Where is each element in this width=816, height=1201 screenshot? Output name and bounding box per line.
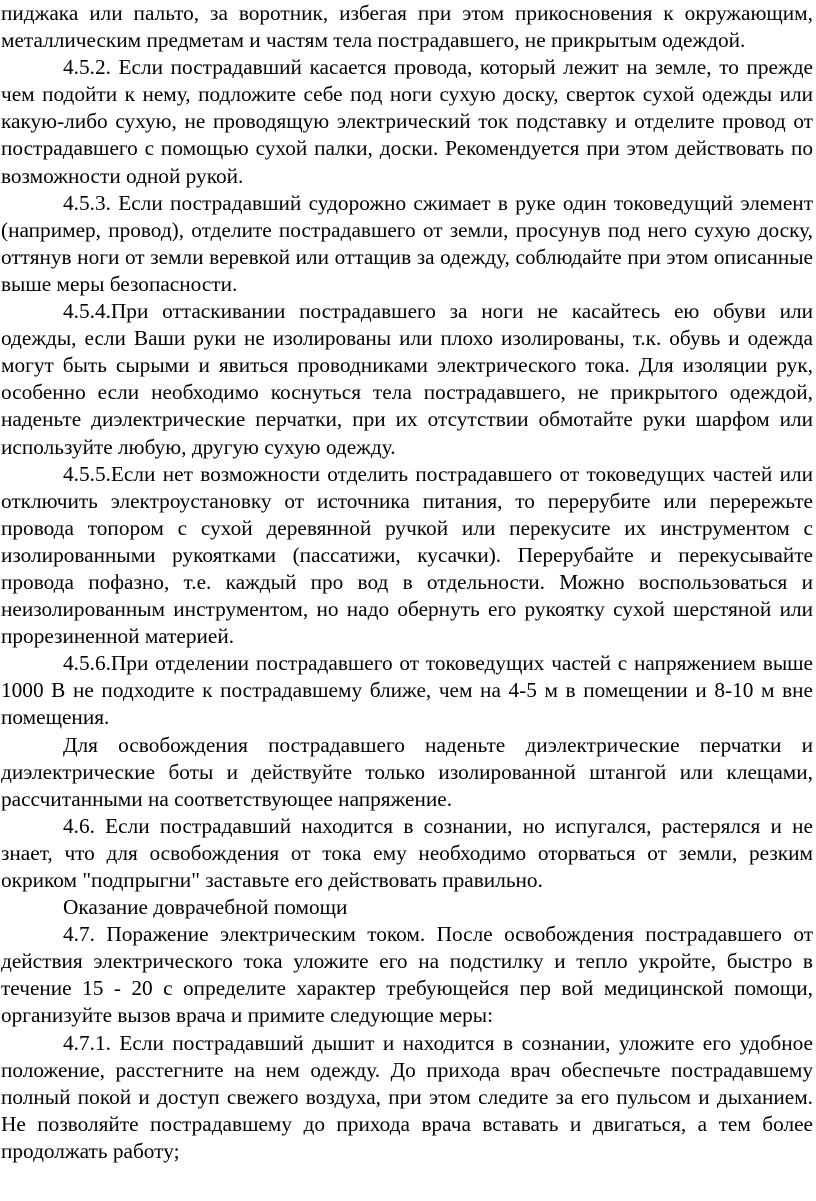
paragraph-4-6: 4.6. Если пострадавший находится в сознании, но испугался, растерялся и не знает, что для освобождения от тока ему необходимо оторваться от земли, резким окриком "подпрыгни" заставьте его действовать правильно.: [1, 813, 813, 892]
paragraph-protection: Для освобождения пострадавшего наденьте диэлектрические перчатки и диэлектрические боты и действуйте только изолированной штангой или клещами, рассчитанными на соответствующее напряжение.: [1, 732, 813, 811]
paragraph-4-7: 4.7. Поражение электрическим током. После освобождения пострадавшего от действия электрического тока уложите его на подстилку и тепло укройте, быстро в течение 15 - 20 с определите характер требующейся пер вой медицинской помощи, организуйте вызов врача и примите следующие меры:: [1, 922, 813, 1028]
paragraph-4-5-4: 4.5.4.При оттаскивании пострадавшего за ноги не касайтесь ею обуви или одежды, если Ваши руки не изолированы или плохо изолированы, т.к. обувь и одежда могут быть сырыми и явиться проводниками электрического тока. Для изоляции рук, особенно если необходимо коснуться тела пострадавшего, не прикрытого одеждой, наденьте диэлектрические перчатки, при их отсутствии обмотайте руки шарфом или используйте любую, другую сухую одежду.: [1, 299, 813, 459]
paragraph-4-5-3: 4.5.3. Если пострадавший судорожно сжимает в руке один токоведущий элемент (например, провод), отделите пострадавшего от земли, просунув под него сухую доску, оттянув ноги от земли веревкой или оттащив за одежду, соблюдайте при этом описанные выше меры безопасности.: [1, 190, 813, 296]
document-page: [1, 0, 813, 1165]
paragraph-4-5-6: 4.5.6.При отделении пострадавшего от токоведущих частей с напряжением выше 1000 В не подходите к пострадавшему ближе, чем на 4-5 м в помещении и 8-10 м вне помещения.: [1, 651, 813, 730]
section-heading-first-aid: Оказание доврачебной помощи: [63, 895, 348, 920]
paragraph-4-5-5: 4.5.5.Если нет возможности отделить пострадавшего от токоведущих частей или отключить электроустановку от источника питания, то перерубите или перережьте провода топором с сухой деревянной ручкой или перекусите их инструментом с изолированными рукоятками (пассатижи, кусачки). Перерубайте и перекусывайте провода пофазно, т.е. каждый про вод в отдельности. Можно воспользоваться и неизолированным инструментом, но надо обернуть его рукоятку сухой шерстяной или прорезиненной материей.: [1, 461, 813, 649]
paragraph-4-7-1: 4.7.1. Если пострадавший дышит и находится в сознании, уложите его удобное положение, расстегните на нем одежду. До прихода врач обеспечьте пострадавшему полный покой и доступ свежего воздуха, при этом следите за его пульсом и дыханием. Не позволяйте пострадавшему до прихода врача вставать и двигаться, а тем более продолжать работу;: [1, 1030, 813, 1163]
paragraph-4-5-2: 4.5.2. Если пострадавший касается провода, который лежит на земле, то прежде чем подойти к нему, подложите себе под ноги сухую доску, сверток сухой одежды или какую-либо сухую, не проводящую электрический ток подставку и отделите провод от пострадавшего с помощью сухой палки, доски. Рекомендуется при этом действовать по возможности одной рукой.: [1, 55, 813, 188]
paragraph-continuation: пиджака или пальто, за воротник, избегая при этом прикосновения к окружающим, металлическим предметам и частям тела пострадавшего, не прикрытым одеждой.: [1, 1, 813, 53]
